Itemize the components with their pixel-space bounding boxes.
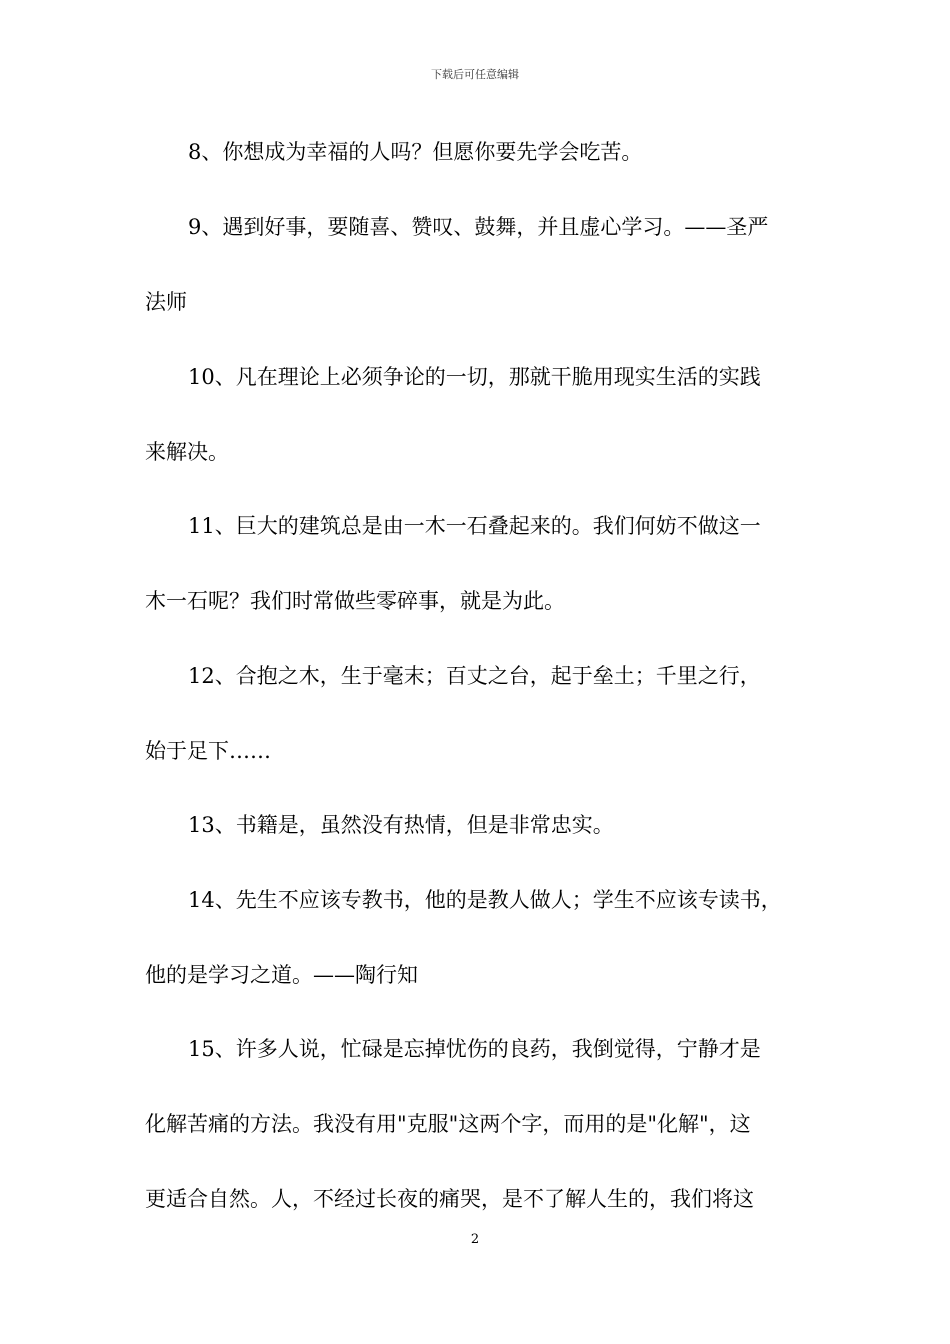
page-number: 2 [470, 1232, 480, 1247]
page-header: 下载后可任意编辑 [431, 68, 519, 81]
